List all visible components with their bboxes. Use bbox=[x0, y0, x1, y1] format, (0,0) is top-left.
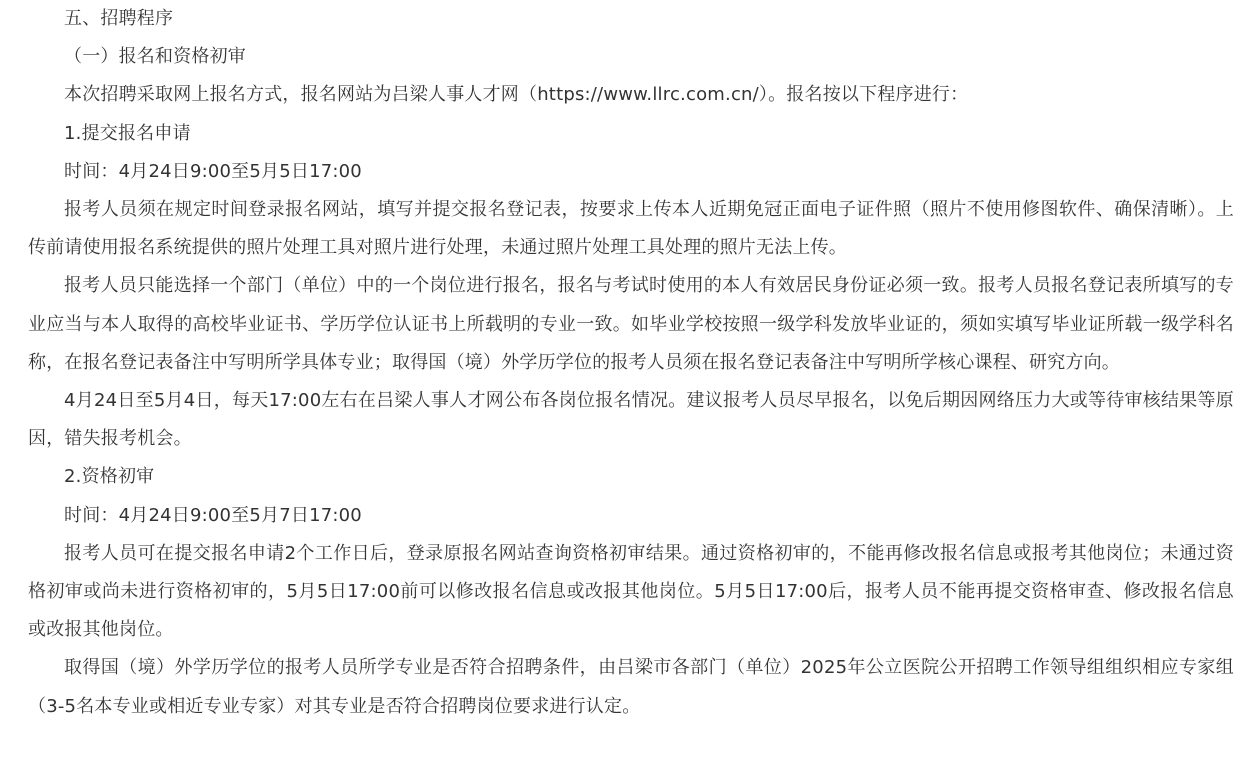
subsection-heading: （一）报名和资格初审 bbox=[64, 46, 246, 68]
step1-paragraph-position: 报考人员只能选择一个部门（单位）中的一个岗位进行报名，报名与考试时使用的本人有效居民身份证必须一致。报考人员报名登记表所填写的专业应当与本人取得的高校毕业证书、学历学位认证书上所载明的专业一致。如毕业学校按照一级学科发放毕业证的，须如实填写毕业证所载一级学科名称，在报名登记表备注中写明所学具体专业；取得国（境）外学历学位的报考人员须在报名登记表备注中写明所学核心课程、研究方向。 bbox=[28, 275, 1234, 373]
step1-paragraph-publish: 4月24日至5月4日，每天17:00左右在吕梁人事人才网公布各岗位报名情况。建议报考人员尽早报名，以免后期因网络压力大或等待审核结果等原因，错失报考机会。 bbox=[28, 390, 1234, 450]
step1-time: 时间：4月24日9:00至5月5日17:00 bbox=[64, 160, 362, 182]
step2-time: 时间：4月24日9:00至5月7日17:00 bbox=[64, 504, 362, 526]
step2-title: 2.资格初审 bbox=[64, 466, 155, 488]
intro-paragraph: 本次招聘采取网上报名方式，报名网站为吕梁人事人才网（https://www.llrc.com.cn/）。报名按以下程序进行： bbox=[64, 84, 969, 106]
document-body bbox=[28, 0, 1234, 726]
step2-paragraph-foreign: 取得国（境）外学历学位的报考人员所学专业是否符合招聘条件，由吕梁市各部门（单位）2025年公立医院公开招聘工作领导组组织相应专家组（3-5名本专业或相近专业专家）对其专业是否符合招聘岗位要求进行认定。 bbox=[28, 657, 1234, 717]
step1-paragraph-photo: 报考人员须在规定时间登录报名网站，填写并提交报名登记表，按要求上传本人近期免冠正面电子证件照（照片不使用修图软件、确保清晰）。上传前请使用报名系统提供的照片处理工具对照片进行处理，未通过照片处理工具处理的照片无法上传。 bbox=[28, 199, 1234, 259]
section-heading: 五、招聘程序 bbox=[64, 8, 174, 29]
step1-title: 1.提交报名申请 bbox=[64, 122, 191, 144]
step2-paragraph-result: 报考人员可在提交报名申请2个工作日后，登录原报名网站查询资格初审结果。通过资格初审的，不能再修改报名信息或报考其他岗位；未通过资格初审或尚未进行资格初审的，5月5日17:00前可以修改报名信息或改报其他岗位。5月5日17:00后，报考人员不能再提交资格审查、修改报名信息或改报其他岗位。 bbox=[28, 542, 1234, 641]
